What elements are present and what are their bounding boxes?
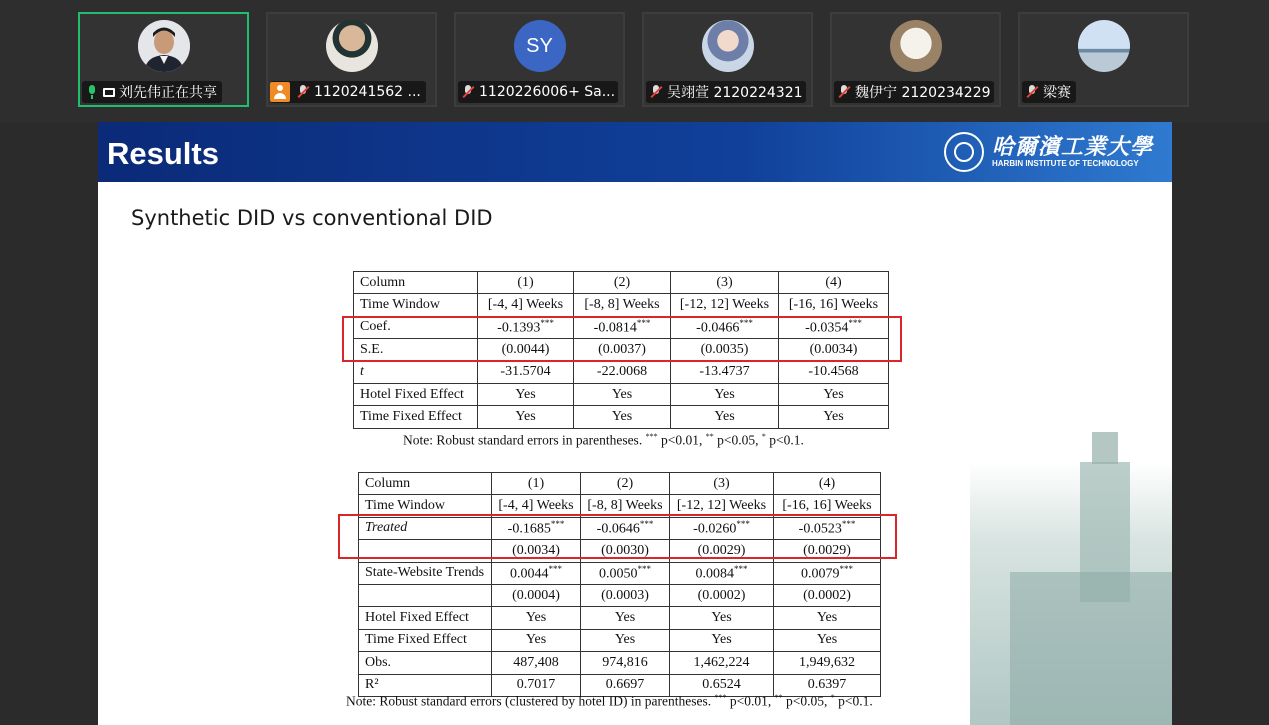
table-note: Note: Robust standard errors in parentheses. *** p<0.01, ** p<0.05, * p<0.1. [403,432,804,448]
avatar [890,20,942,72]
participant-name: 1120241562 ... [314,84,421,100]
table-cell: 0.6524 [670,674,774,696]
logo-english-name: HARBIN INSTITUTE OF TECHNOLOGY [992,159,1139,168]
table-cell: (0.0034) [492,540,581,562]
table-cell: (0.0035) [671,339,779,361]
avatar-initials-text: SY [526,34,553,57]
participant-name-bar [270,81,426,103]
table-row [354,272,889,294]
significance-stars: *** [848,318,862,329]
avatar-initials [514,20,566,72]
table-cell: Yes [779,406,889,428]
table-cell: 0.0044*** [492,562,581,584]
table-cell: (0.0003) [581,584,670,606]
table-cell: (0.0029) [774,540,881,562]
microphone-muted-icon[interactable] [1025,85,1039,99]
table-cell: 974,816 [581,652,670,674]
table-cell: -0.0354*** [779,316,889,338]
table-row [354,361,889,383]
table-cell: -0.0523*** [774,517,881,539]
significance-stars: *** [739,318,753,329]
table-cell: Yes [478,406,574,428]
table-cell: Yes [671,383,779,405]
significance-stars: *** [736,519,750,530]
avatar [1078,20,1130,72]
microphone-muted-icon[interactable] [461,85,475,99]
table-cell: [-16, 16] Weeks [774,495,881,517]
campus-building-illustration [970,462,1172,725]
participant-tile[interactable] [266,12,437,107]
table-cell: 0.6697 [581,674,670,696]
significance-stars: *** [734,563,748,574]
table-cell: (0.0030) [581,540,670,562]
table-cell: 1,949,632 [774,652,881,674]
row-label: Time Window [354,294,478,316]
row-label: t [354,361,478,383]
table-note: Note: Robust standard errors (clustered by hotel ID) in parentheses. *** p<0.01, ** p<0.05, * p<0.1. [346,693,873,709]
table-cell: (0.0002) [774,584,881,606]
table-row [354,294,889,316]
table-cell: Yes [774,607,881,629]
university-logo [944,130,1164,174]
table-row [359,562,881,584]
table-cell: (3) [670,473,774,495]
table-cell: Yes [671,406,779,428]
row-label: Obs. [359,652,492,674]
table-cell: -0.0646*** [581,517,670,539]
participant-name: 1120226006+ Sa... [479,84,616,100]
participant-name-bar [82,81,222,103]
table-cell: Yes [574,406,671,428]
participant-name-bar [834,81,994,103]
participant-name: 吴翊萱 2120224321 [667,85,803,101]
table-cell: 0.7017 [492,674,581,696]
table-cell: -31.5704 [478,361,574,383]
table-cell: -0.1685*** [492,517,581,539]
row-label: Time Window [359,495,492,517]
table-cell: -0.0260*** [670,517,774,539]
person-icon [270,82,290,102]
table-cell: (4) [779,272,889,294]
significance-stars: *** [540,318,554,329]
table-cell: 1,462,224 [670,652,774,674]
participant-name: 魏伊宁 2120234229 [855,85,991,101]
table-cell: 0.0079*** [774,562,881,584]
table-cell: [-4, 4] Weeks [492,495,581,517]
table-row [354,383,889,405]
table-cell: (0.0034) [779,339,889,361]
table-cell: 0.0084*** [670,562,774,584]
table-cell: -10.4568 [779,361,889,383]
table-cell: (2) [574,272,671,294]
avatar [326,20,378,72]
table-cell: 487,408 [492,652,581,674]
avatar-photo [138,20,190,72]
row-label: Coef. [354,316,478,338]
table-cell: [-8, 8] Weeks [581,495,670,517]
table-cell: (3) [671,272,779,294]
table-cell: Yes [492,629,581,651]
table-cell: (0.0037) [574,339,671,361]
participant-strip [0,0,1269,122]
table-row [359,584,881,606]
table-cell: Yes [670,629,774,651]
table-cell: [-12, 12] Weeks [670,495,774,517]
slide-subtitle: Synthetic DID vs conventional DID [131,206,493,230]
row-label: State-Website Trends [359,562,492,584]
avatar [138,20,190,72]
table-cell: (0.0044) [478,339,574,361]
table-cell: Yes [581,629,670,651]
participant-tile[interactable] [1018,12,1189,107]
table-cell: -13.4737 [671,361,779,383]
significance-stars: *** [639,519,654,530]
table-cell: Yes [478,383,574,405]
table-cell: Yes [774,629,881,651]
table-cell: Yes [581,607,670,629]
row-label: Time Fixed Effect [359,629,492,651]
microphone-muted-icon[interactable] [296,85,310,99]
table-row [359,473,881,495]
table-row [359,652,881,674]
table-cell: [-8, 8] Weeks [574,294,671,316]
participant-name-bar [458,81,618,103]
table-cell: (2) [581,473,670,495]
row-label: Hotel Fixed Effect [354,383,478,405]
table-cell: 0.0050*** [581,562,670,584]
participant-name: 梁赛 [1043,85,1071,101]
participant-tile-presenter[interactable] [78,12,249,107]
participant-name: 刘先伟正在共享 [119,85,217,101]
row-label: Hotel Fixed Effect [359,607,492,629]
slide-header [98,122,1172,182]
table-cell: (1) [478,272,574,294]
table-cell: [-16, 16] Weeks [779,294,889,316]
table-cell: (1) [492,473,581,495]
table-cell: Yes [574,383,671,405]
row-label: Time Fixed Effect [354,406,478,428]
regression-table-conventional-did [358,472,881,697]
table-cell: -22.0068 [574,361,671,383]
table-cell: (0.0002) [670,584,774,606]
table-cell: -0.0814*** [574,316,671,338]
screen-share-icon [103,88,115,97]
significance-stars: *** [841,519,856,530]
microphone-on-icon[interactable] [85,85,99,99]
shared-slide [98,122,1172,725]
participant-tile[interactable] [454,12,625,107]
significance-stars: *** [548,563,562,574]
row-label: R² [359,674,492,696]
row-label: Column [359,473,492,495]
row-label: Column [354,272,478,294]
table-cell: (0.0004) [492,584,581,606]
table-row [359,607,881,629]
row-label [359,584,492,606]
table-cell: 0.6397 [774,674,881,696]
significance-stars: *** [636,318,651,329]
avatar [702,20,754,72]
row-label: S.E. [354,339,478,361]
logo-chinese-name: 哈爾濱工業大學 [992,134,1154,160]
table-cell: Yes [492,607,581,629]
participant-name-bar [646,81,806,103]
table-cell: (0.0029) [670,540,774,562]
table-cell: [-12, 12] Weeks [671,294,779,316]
table-cell: Yes [779,383,889,405]
table-cell: (4) [774,473,881,495]
significance-stars: *** [839,563,853,574]
participant-tile[interactable] [830,12,1001,107]
table-cell: [-4, 4] Weeks [478,294,574,316]
table-row [359,629,881,651]
significance-stars: *** [550,519,565,530]
highlight-box [342,316,902,362]
table-cell: Yes [670,607,774,629]
table-cell: -0.0466*** [671,316,779,338]
row-label: Treated [359,517,492,539]
microphone-muted-icon[interactable] [837,85,851,99]
table-row [354,406,889,428]
slide-title: Results [107,136,219,171]
significance-stars: *** [637,563,651,574]
table-cell: -0.1393*** [478,316,574,338]
university-emblem-icon [944,132,984,172]
microphone-muted-icon[interactable] [649,85,663,99]
highlight-box [338,514,897,559]
participant-name-bar [1022,81,1076,103]
participant-tile[interactable] [642,12,813,107]
